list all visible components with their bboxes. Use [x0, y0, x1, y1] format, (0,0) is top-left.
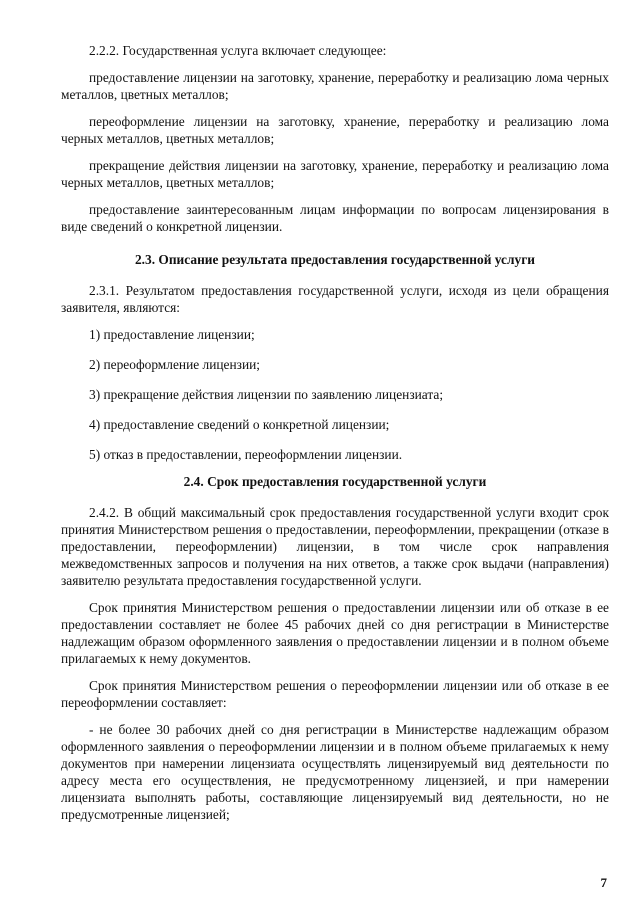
paragraph-license-decision-term: Срок принятия Министерством решения о предоставлении лицензии или об отказе в ее предоставлении составляет не более 45 рабочих дней со дня регистрации в Министерстве надлежащим образом оформленного заявления о предоставлении лицензии и в полном объеме прилагаемых к нему документов.	[61, 600, 609, 666]
paragraph-2-4-2: 2.4.2. В общий максимальный срок предоставления государственной услуги входит срок принятия Министерством решения о предоставлении, переоформлении, прекращении (отказе в предоставлении, переоформлении) лицензии, в том числе срок направления межведомственных запросов и получения на них ответов, а также срок выдачи (направления) заявителю результата предоставления государственной услуги.	[61, 505, 609, 588]
paragraph-reissue-30-days: - не более 30 рабочих дней со дня регистрации в Министерстве надлежащим образом оформленного заявления о переоформлении лицензии и в полном объеме прилагаемых к нему документов при намерении лицензиата осуществлять лицензируемый вид деятельности по адресу места его осуществления, не предусмотренному лицензией, и при намерении лицензиата выполнять работы, составляющие лицензируемый вид деятельности, но не предусмотренные лицензией;	[61, 722, 609, 822]
result-item-2: 2) переоформление лицензии;	[89, 357, 260, 372]
list-item-reissue-license: переоформление лицензии на заготовку, хранение, переработку и реализацию лома черных металлов, цветных металлов;	[61, 114, 609, 146]
document-body	[61, 42, 609, 833]
list-item-terminate-license: прекращение действия лицензии на заготовку, хранение, переработку и реализацию лома черных металлов, цветных металлов;	[61, 158, 609, 190]
result-item-1: 1) предоставление лицензии;	[89, 327, 255, 342]
section-heading-2-4: 2.4. Срок предоставления государственной услуги	[183, 474, 487, 489]
result-item-4: 4) предоставление сведений о конкретной лицензии;	[89, 417, 390, 432]
list-item-provide-license: предоставление лицензии на заготовку, хранение, переработку и реализацию лома черных металлов, цветных металлов;	[61, 70, 609, 102]
section-heading-2-3: 2.3. Описание результата предоставления государственной услуги	[134, 252, 536, 267]
paragraph-2-2-2: 2.2.2. Государственная услуга включает следующее:	[89, 43, 387, 58]
result-item-5: 5) отказ в предоставлении, переоформлении лицензии.	[89, 447, 403, 462]
page-number: 7	[600, 875, 607, 890]
result-item-3: 3) прекращение действия лицензии по заявлению лицензиата;	[89, 387, 444, 402]
paragraph-reissue-decision-term: Срок принятия Министерством решения о переоформлении лицензии или об отказе в ее переоформлении составляет:	[61, 678, 609, 710]
paragraph-2-3-1: 2.3.1. Результатом предоставления государственной услуги, исходя из цели обращения заявителя, являются:	[61, 283, 609, 315]
list-item-provide-info: предоставление заинтересованным лицам информации по вопросам лицензирования в виде сведений о конкретной лицензии.	[61, 202, 609, 234]
